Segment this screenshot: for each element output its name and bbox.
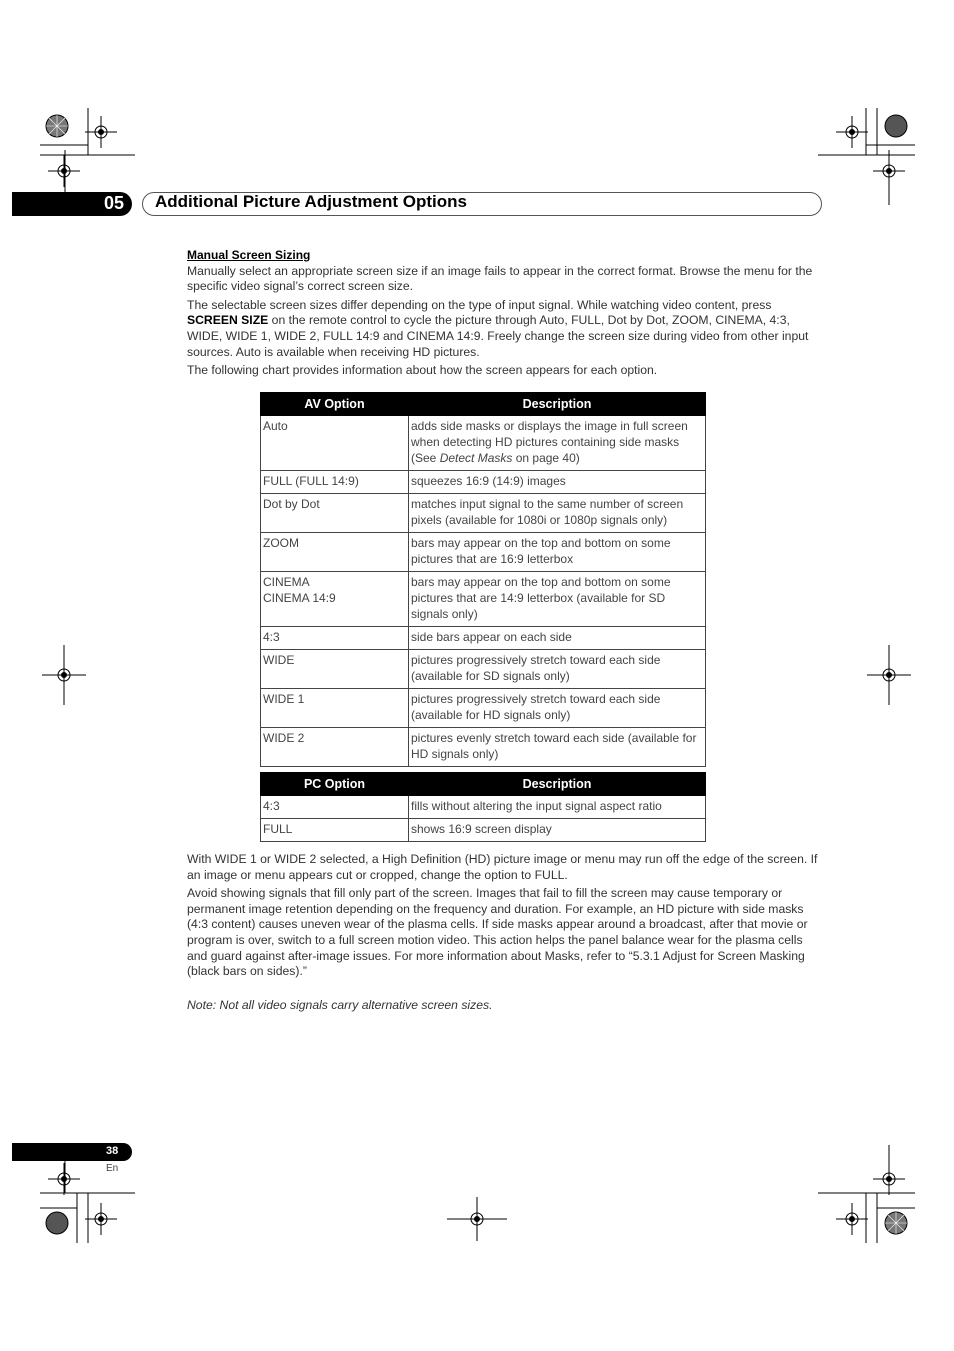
description-text: adds side masks or displays the image in full screen when detecting HD pictures containing side masks (See	[411, 419, 688, 465]
chapter-title: Additional Picture Adjustment Options	[155, 192, 467, 211]
description-cell: pictures progressively stretch toward each side (available for HD signals only)	[409, 689, 706, 728]
table-row	[261, 689, 706, 728]
description-cell: fills without altering the input signal aspect ratio	[409, 796, 706, 819]
table-row	[261, 796, 706, 819]
option-name: CINEMA	[263, 575, 310, 589]
cross-reference: Detect Masks	[439, 451, 513, 465]
table-header-row	[261, 773, 706, 796]
description-cell: side bars appear on each side	[409, 627, 706, 650]
description-cell	[409, 416, 706, 471]
table-header-row	[261, 393, 706, 416]
option-cell: 4:3	[261, 627, 409, 650]
option-cell: 4:3	[261, 796, 409, 819]
description-cell: bars may appear on the top and bottom on some pictures that are 16:9 letterbox	[409, 533, 706, 572]
table-row	[261, 533, 706, 572]
av-option-table	[260, 392, 706, 767]
column-header: PC Option	[261, 773, 409, 796]
table-row	[261, 416, 706, 471]
paragraph: Manually select an appropriate screen size if an image fails to appear in the correct format. Browse the menu for the specific video signal’s correct screen size.	[187, 263, 813, 294]
paragraph-text: on the remote control to cycle the picture through Auto, FULL, Dot by Dot, ZOOM, CINEMA, 4:3, WIDE, WIDE 1, WIDE 2, FULL 14:9 and CINEMA 14:9. Freely change the screen size during video from other input sources. Auto is available when receiving HD pictures.	[187, 313, 809, 359]
paragraph: The following chart provides information about how the screen appears for each option.	[187, 363, 658, 378]
option-cell: Dot by Dot	[261, 494, 409, 533]
option-cell: WIDE 1	[261, 689, 409, 728]
section-notes	[187, 852, 821, 1016]
option-name: CINEMA 14:9	[263, 591, 336, 605]
column-header: Description	[409, 773, 706, 796]
option-cell: FULL (FULL 14:9)	[261, 471, 409, 494]
button-name: SCREEN SIZE	[187, 313, 269, 328]
option-cell: ZOOM	[261, 533, 409, 572]
description-cell: pictures progressively stretch toward each side (available for SD signals only)	[409, 650, 706, 689]
pc-option-table	[260, 772, 706, 842]
column-header: Description	[409, 393, 706, 416]
page-number: 38	[106, 1145, 119, 1157]
table-row	[261, 572, 706, 627]
paragraph	[187, 298, 821, 360]
section-heading: Manual Screen Sizing	[187, 248, 311, 262]
option-cell	[261, 572, 409, 627]
table-row	[261, 627, 706, 650]
description-cell: squeezes 16:9 (14:9) images	[409, 471, 706, 494]
paragraph-text: The selectable screen sizes differ depending on the type of input signal. While watching video content, press	[187, 297, 772, 312]
paragraph: With WIDE 1 or WIDE 2 selected, a High Definition (HD) picture image or menu may run off the edge of the screen. If an image or menu appears cut or cropped, change the option to FULL.	[187, 852, 818, 882]
table-row	[261, 494, 706, 533]
option-cell: FULL	[261, 819, 409, 842]
column-header: AV Option	[261, 393, 409, 416]
note: Note: Not all video signals carry alternative screen sizes.	[187, 997, 493, 1012]
option-cell: Auto	[261, 416, 409, 471]
description-cell: matches input signal to the same number of screen pixels (available for 1080i or 1080p signals only)	[409, 494, 706, 533]
table-row	[261, 471, 706, 494]
section-intro	[187, 248, 821, 382]
description-cell: shows 16:9 screen display	[409, 819, 706, 842]
option-cell: WIDE 2	[261, 728, 409, 767]
language-code: En	[106, 1163, 119, 1174]
option-cell: WIDE	[261, 650, 409, 689]
table-row	[261, 819, 706, 842]
description-text: on page 40)	[512, 451, 580, 465]
paragraph: Avoid showing signals that fill only part of the screen. Images that fail to fill the screen may cause temporary or permanent image retention depending on the frequency and duration. For example, an HD picture with side masks (4:3 content) causes uneven wear of the plasma cells. If side masks appear around a broadcast, after that movie or program is over, switch to a full screen motion video. This action helps the panel balance wear for the plasma cells and guard against after-image issues. For more information about Masks, refer to “5.3.1 Adjust for Screen Masking (black bars on sides).”	[187, 886, 808, 979]
description-cell: pictures evenly stretch toward each side (available for HD signals only)	[409, 728, 706, 767]
table-row	[261, 650, 706, 689]
description-cell: bars may appear on the top and bottom on some pictures that are 14:9 letterbox (available for SD signals only)	[409, 572, 706, 627]
chapter-number: 05	[104, 193, 125, 213]
table-row	[261, 728, 706, 767]
